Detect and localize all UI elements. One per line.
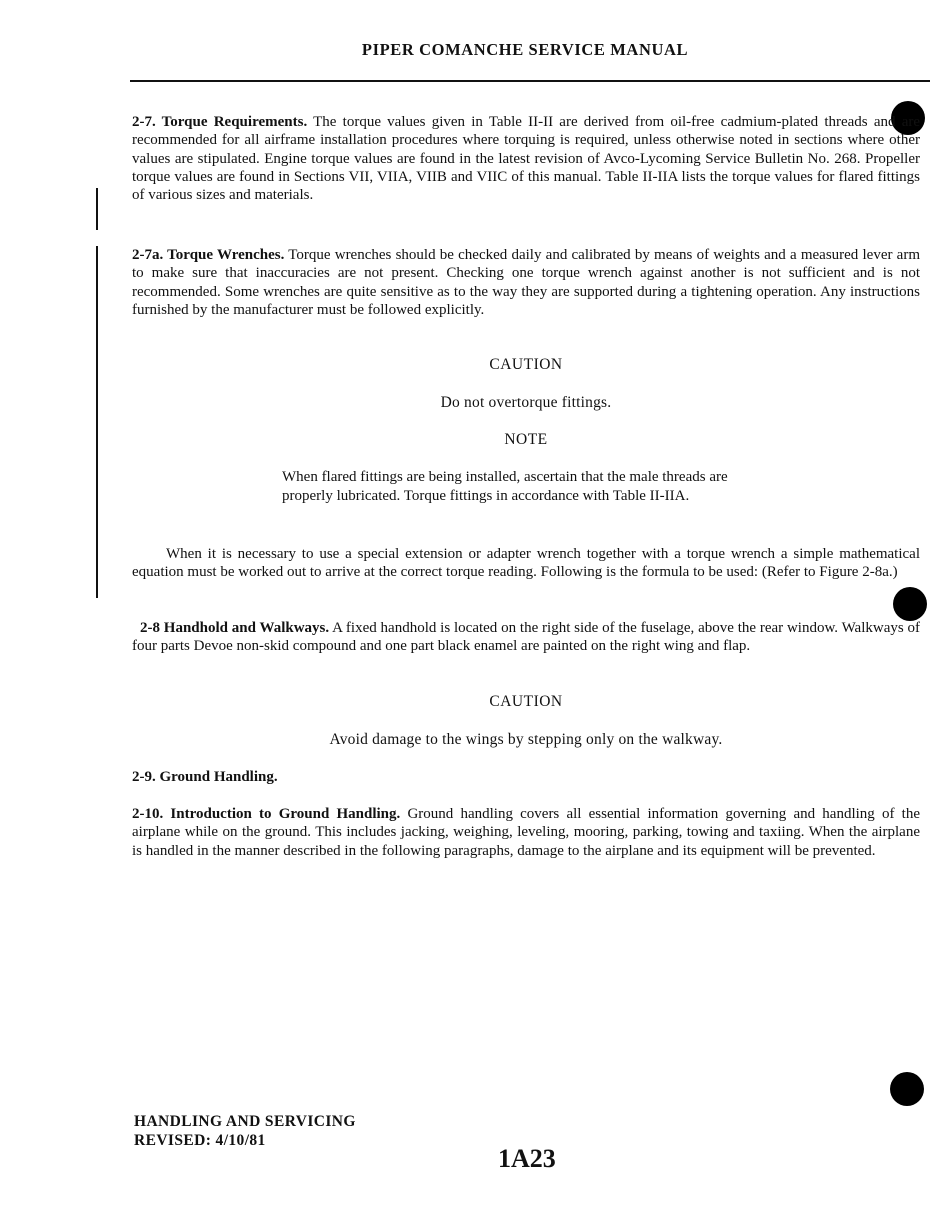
text-2-8: A fixed handhold is located on the right side of the fuselage, above the rear window. Walkways of four parts Devoe non-skid compound and one part black enamel are painted on the right wing and flap. bbox=[132, 620, 920, 655]
header-rule bbox=[130, 80, 930, 82]
binder-hole-icon bbox=[890, 1072, 924, 1106]
page-header-title: PIPER COMANCHE SERVICE MANUAL bbox=[361, 40, 689, 59]
heading-2-7: 2-7. Torque Requirements. bbox=[132, 114, 308, 130]
binder-hole-icon bbox=[893, 587, 927, 621]
paragraph-2-7a bbox=[132, 246, 920, 319]
change-bar bbox=[96, 246, 98, 598]
page-number: 1A23 bbox=[498, 1144, 556, 1173]
paragraph-2-7 bbox=[132, 113, 920, 204]
paragraph-2-10 bbox=[132, 805, 920, 860]
heading-2-7a: 2-7a. Torque Wrenches. bbox=[132, 247, 285, 263]
caution-label: CAUTION bbox=[489, 356, 563, 373]
note-text: When flared fittings are being installed, ascertain that the male threads are properly lubricated. Torque fittings in accordance with Table II-IIA. bbox=[282, 469, 728, 504]
heading-2-8: 2-8 Handhold and Walkways. bbox=[140, 620, 330, 636]
text-2-10: Ground handling covers all essential information governing and handling of the airplane while on the ground. This includes jacking, weighing, leveling, mooring, parking, towing and taxiing. When the airplane is handled in the manner described in the following paragraphs, damage to the airplane and its equipment will be prevented. bbox=[132, 806, 920, 859]
caution-label: CAUTION bbox=[489, 693, 563, 710]
caution-text: Do not overtorque fittings. bbox=[440, 394, 612, 411]
text-2-7a: Torque wrenches should be checked daily and calibrated by means of weights and a measured lever arm to make sure that inaccuracies are not present. Checking one torque wrench against another is not sufficient and is not recommended. Some wrenches are quite sensitive as to the way they are supported during a tightening operation. Any instructions furnished by the manufacturer must be followed explicitly. bbox=[132, 247, 921, 318]
text-2-7: The torque values given in Table II-II are derived from oil-free cadmium-plated threads and are recommended for all airframe installation procedures where torquing is required, unless otherwise noted in sections where other values are stipulated. Engine torque values are found in the latest revision of Avco-Lycoming Service Bulletin No. 268. Propeller torque values are found in Sections VII, VIIA, VIIB and VIIC of this manual. Table II-IIA lists the torque values for flared fittings of various sizes and materials. bbox=[132, 114, 921, 204]
paragraph-2-8 bbox=[132, 619, 920, 656]
note-label: NOTE bbox=[504, 431, 548, 448]
paragraph-2-9 bbox=[132, 768, 920, 786]
paragraph-extension: When it is necessary to use a special extension or adapter wrench together with a torque wrench a simple mathematical equation must be worked out to arrive at the correct torque reading. Following is the formula to be used: (Refer to Figure 2-8a.) bbox=[132, 546, 920, 581]
footer-section: HANDLING AND SERVICING bbox=[134, 1113, 356, 1130]
heading-2-10: 2-10. Introduction to Ground Handling. bbox=[132, 806, 401, 822]
footer-revised: REVISED: 4/10/81 bbox=[134, 1132, 266, 1149]
caution-text: Avoid damage to the wings by stepping only on the walkway. bbox=[329, 731, 723, 748]
heading-2-9: 2-9. Ground Handling. bbox=[132, 769, 278, 785]
change-bar bbox=[96, 188, 98, 230]
